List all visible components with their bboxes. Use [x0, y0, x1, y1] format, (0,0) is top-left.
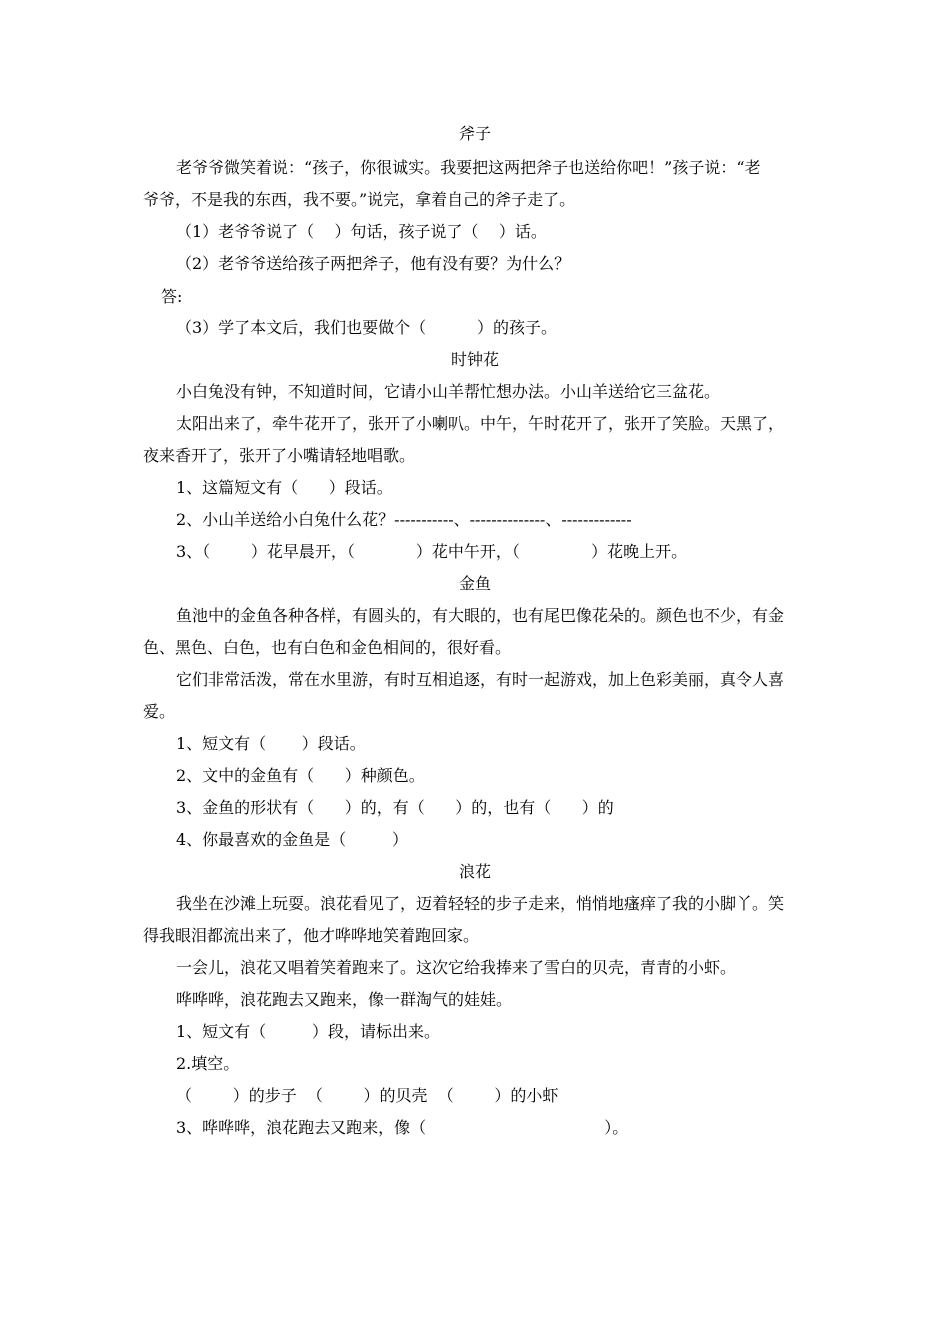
question-line: 1、短文有（ ）段，请标出来。 [176, 1022, 440, 1041]
paragraph-line: 我坐在沙滩上玩耍。浪花看见了，迈着轻轻的步子走来，悄悄地瘙痒了我的小脚丫。笑 [176, 894, 785, 913]
question-line: 1、这篇短文有（ ）段话。 [176, 478, 393, 497]
paragraph-line: 得我眼泪都流出来了，他才哗哗地笑着跑回家。 [143, 926, 480, 945]
section-title: 浪花 [458, 862, 491, 881]
question-line: 3、金鱼的形状有（ ）的，有（ ）的，也有（ ）的 [176, 798, 614, 817]
paragraph-line: 爱。 [143, 702, 176, 721]
paragraph-line: 老爷爷微笑着说：“孩子，你很诚实。我要把这两把斧子也送给你吧！”孩子说：“老 [176, 158, 761, 177]
paragraph-line: 爷爷，不是我的东西，我不要。”说完，拿着自己的斧子走了。 [143, 190, 576, 209]
answer-label: 答: [161, 287, 183, 306]
paragraph-line: 它们非常活泼，常在水里游，有时互相追逐，有时一起游戏，加上色彩美丽，真令人喜 [176, 670, 785, 689]
question-line: 1、短文有（ ）段话。 [176, 734, 366, 753]
question-line: （3）学了本文后，我们也要做个（ ）的孩子。 [176, 318, 558, 337]
question-line: （ ）的步子 （ ）的贝壳 （ ）的小虾 [176, 1086, 559, 1105]
question-line: （2）老爷爷送给孩子两把斧子，他有没有要？为什么？ [176, 254, 571, 273]
paragraph-line: 小白兔没有钟，不知道时间，它请小山羊帮忙想办法。小山羊送给它三盆花。 [176, 382, 721, 401]
paragraph-line: 鱼池中的金鱼各种各样，有圆头的，有大眼的，也有尾巴像花朵的。颜色也不少，有金 [176, 606, 785, 625]
question-line: 2.填空。 [176, 1054, 240, 1073]
question-line: 3、哗哗哗，浪花跑去又跑来，像（ ）。 [176, 1118, 629, 1137]
paragraph-line: 夜来香开了，张开了小嘴请轻地唱歌。 [143, 446, 416, 465]
question-line: 2、文中的金鱼有（ ）种颜色。 [176, 766, 425, 785]
paragraph-line: 色、黑色、白色，也有白色和金色相间的，很好看。 [143, 638, 512, 657]
paragraph-line: 哗哗哗，浪花跑去又跑来，像一群淘气的娃娃。 [176, 990, 513, 1009]
paragraph-line: 太阳出来了，牵牛花开了，张开了小喇叭。中午，午时花开了，张开了笑脸。天黑了， [176, 414, 785, 433]
section-title: 金鱼 [458, 574, 491, 593]
question-line: 4、你最喜欢的金鱼是（ ） [176, 830, 408, 849]
question-line: 3、（ ）花早晨开，（ ）花中午开，（ ）花晚上开。 [176, 542, 688, 561]
section-title: 斧子 [458, 124, 491, 143]
paragraph-line: 一会儿，浪花又唱着笑着跑来了。这次它给我捧来了雪白的贝壳，青青的小虾。 [176, 958, 737, 977]
section-title: 时钟花 [450, 350, 499, 369]
question-line: 2、小山羊送给小白兔什么花？-----------、--------------、------------- [176, 510, 632, 529]
question-line: （1）老爷爷说了（ ）句话，孩子说了（ ）话。 [176, 222, 547, 241]
